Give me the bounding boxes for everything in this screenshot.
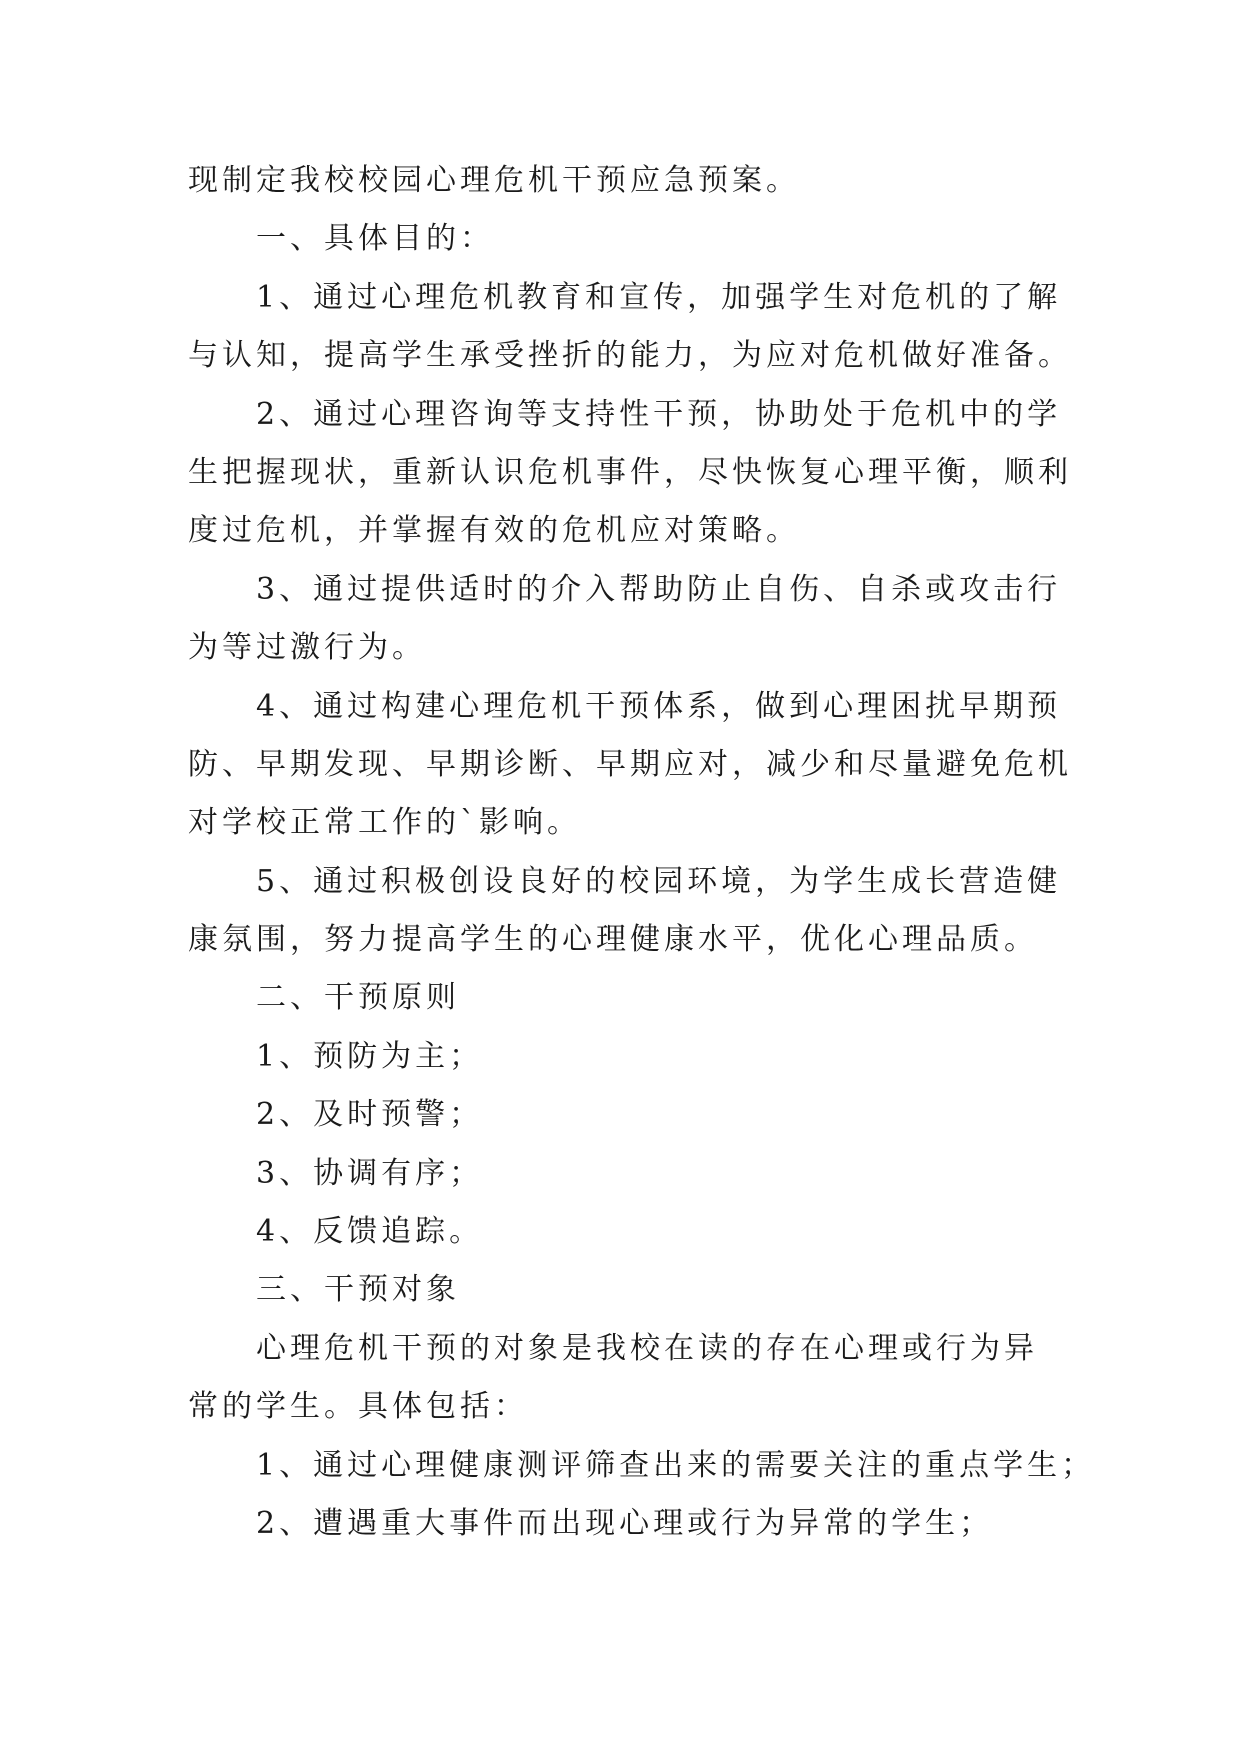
section-heading-targets: 三、干预对象 bbox=[256, 1272, 460, 1308]
paragraph-line: 3、通过提供适时的介入帮助防止自伤、自杀或攻击行 bbox=[256, 571, 1062, 607]
paragraph-line: 常的学生。具体包括： bbox=[188, 1389, 528, 1425]
section-heading-objectives: 一、具体目的： bbox=[256, 221, 494, 257]
list-item: 1、预防为主； bbox=[256, 1038, 484, 1074]
paragraph-line: 1、通过心理危机教育和宣传，加强学生对危机的了解 bbox=[256, 279, 1062, 315]
paragraph-line: 生把握现状，重新认识危机事件，尽快恢复心理平衡，顺利 bbox=[188, 454, 1072, 490]
paragraph-line: 现制定我校校园心理危机干预应急预案。 bbox=[188, 163, 800, 198]
paragraph-line: 康氛围，努力提高学生的心理健康水平，优化心理品质。 bbox=[188, 922, 1038, 958]
paragraph-line: 度过危机，并掌握有效的危机应对策略。 bbox=[188, 513, 800, 549]
document-body bbox=[188, 152, 1096, 1553]
section-heading-principles: 二、干预原则 bbox=[256, 980, 460, 1016]
list-item: 2、及时预警； bbox=[256, 1097, 484, 1133]
list-item: 4、反馈追踪。 bbox=[256, 1214, 484, 1250]
paragraph-line: 5、通过积极创设良好的校园环境，为学生成长营造健 bbox=[256, 863, 1062, 899]
paragraph-line: 4、通过构建心理危机干预体系，做到心理困扰早期预 bbox=[256, 688, 1062, 724]
paragraph-line: 心理危机干预的对象是我校在读的存在心理或行为异 bbox=[256, 1330, 1038, 1366]
paragraph-line: 2、通过心理咨询等支持性干预，协助处于危机中的学 bbox=[256, 396, 1062, 432]
paragraph-line: 对学校正常工作的`影响。 bbox=[188, 805, 581, 841]
list-item: 3、协调有序； bbox=[256, 1155, 484, 1191]
paragraph-line: 防、早期发现、早期诊断、早期应对，减少和尽量避免危机 bbox=[188, 746, 1072, 782]
paragraph-line: 为等过激行为。 bbox=[188, 630, 426, 666]
list-item: 1、通过心理健康测评筛查出来的需要关注的重点学生； bbox=[256, 1447, 1096, 1483]
list-item: 2、遭遇重大事件而出现心理或行为异常的学生； bbox=[256, 1505, 994, 1541]
paragraph-line: 与认知，提高学生承受挫折的能力，为应对危机做好准备。 bbox=[188, 338, 1072, 374]
